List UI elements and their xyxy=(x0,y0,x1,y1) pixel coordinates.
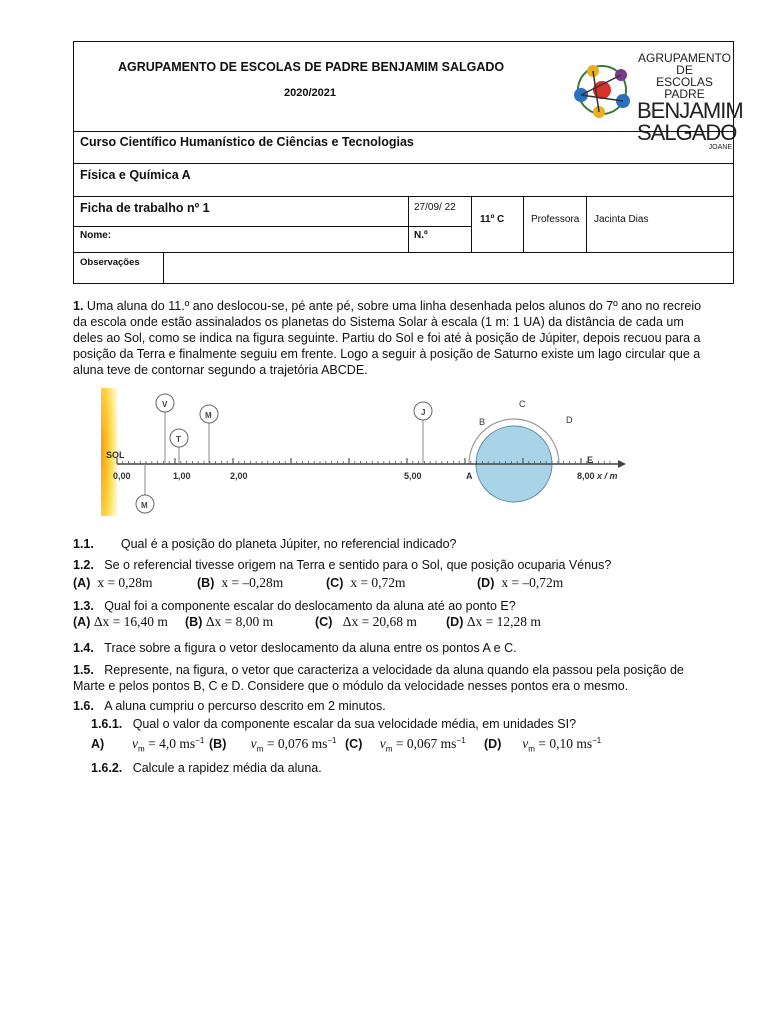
question-1-3 xyxy=(73,598,516,614)
option-label: (B) xyxy=(209,737,227,752)
option-d[interactable] xyxy=(446,614,541,630)
planet-label: M xyxy=(205,411,212,420)
solar-system-figure xyxy=(73,386,673,518)
class-name: 11º C xyxy=(480,214,505,225)
question-text: Uma aluna do 11.º ano deslocou-se, pé ante pé, sobre uma linha desenhada pelos alunos do 7º ano no recreio da escola onde estão assinalados os planetas do Sistema Solar à escala (1 m: 1 UA) da distância de cada um deles ao Sol, como se indica na figura seguinte. Partiu do Sol e foi até à posição de Júpiter, depois recuou para a posição da Terra e finalmente seguiu em frente. Logo a seguir à posição de Saturno existe um lago circular que a aluna teve de contornar segundo a trajetória ABCDE. xyxy=(73,299,702,377)
divider xyxy=(471,196,472,252)
option-value: x = 0,28m xyxy=(97,575,153,590)
question-text: Qual é a posição do planeta Júpiter, no referencial indicado? xyxy=(120,537,457,551)
school-logo xyxy=(567,50,743,151)
question-1-5 xyxy=(73,662,713,694)
divider xyxy=(523,196,524,252)
option-value: = 4,0 ms xyxy=(148,736,196,752)
option-label: A) xyxy=(91,737,105,752)
option-a[interactable] xyxy=(73,614,168,630)
question-1-4 xyxy=(73,640,517,656)
point-label-b: B xyxy=(479,417,486,427)
divider xyxy=(74,252,733,253)
teacher-label: Professora xyxy=(531,214,580,225)
worksheet-date: 27/09/ 22 xyxy=(414,202,456,213)
subject-name: Física e Química A xyxy=(80,168,191,182)
option-var: v xyxy=(522,736,529,752)
option-value: = 0,067 ms xyxy=(395,736,457,752)
option-var: v xyxy=(379,736,386,752)
option-label: (D) xyxy=(484,737,502,752)
point-label-d: D xyxy=(566,415,573,425)
option-var-sub: m xyxy=(256,744,264,754)
divider xyxy=(74,196,733,197)
question-number: 1.6.1. xyxy=(91,717,123,731)
option-sup: −1 xyxy=(456,736,466,745)
tick-label: 1,00 xyxy=(173,471,191,481)
question-number: 1.6.2. xyxy=(91,761,123,775)
divider xyxy=(408,196,409,252)
question-number: 1.2. xyxy=(73,558,94,572)
question-1-6 xyxy=(73,698,386,714)
option-c[interactable] xyxy=(315,614,417,630)
option-b[interactable] xyxy=(197,575,283,591)
option-value: x = 0,72m xyxy=(350,575,406,590)
axis-unit: x / m xyxy=(597,471,618,481)
question-text: A aluna cumpriu o percurso descrito em 2 minutos. xyxy=(104,699,386,713)
question-number: 1.3. xyxy=(73,599,94,613)
option-value: Δx = 16,40 m xyxy=(93,614,168,629)
question-1-6-1 xyxy=(91,716,576,732)
point-label-e: E xyxy=(587,455,594,465)
logo-text xyxy=(637,51,743,151)
option-label: (A) xyxy=(73,615,91,629)
planet-label: M xyxy=(141,501,148,510)
option-var-sub: m xyxy=(385,744,393,754)
option-c[interactable] xyxy=(345,736,466,754)
option-label: (B) xyxy=(185,615,203,629)
question-text: Trace sobre a figura o vetor deslocamento da aluna entre os pontos A e C. xyxy=(104,641,517,655)
divider xyxy=(74,131,733,132)
logo-line5: JOANE xyxy=(708,144,732,151)
logo-emblem-icon xyxy=(567,55,637,125)
question-text: Qual foi a componente escalar do deslocamento da aluna até ao ponto E? xyxy=(104,599,516,613)
logo-line1: AGRUPAMENTO DE xyxy=(638,51,731,77)
option-label: (D) xyxy=(477,576,495,590)
school-name: AGRUPAMENTO DE ESCOLAS DE PADRE BENJAMIM SALGADO xyxy=(118,60,505,74)
tick-label: 2,00 xyxy=(230,471,248,481)
planet-label: V xyxy=(162,400,168,409)
point-label-a: A xyxy=(466,471,473,481)
divider xyxy=(74,163,733,164)
divider xyxy=(74,226,471,227)
question-1 xyxy=(73,298,705,378)
option-var-sub: m xyxy=(138,744,145,754)
name-label: Nome: xyxy=(80,230,112,241)
planet-label: J xyxy=(421,408,426,417)
option-label: (C) xyxy=(326,576,344,590)
option-sup: −1 xyxy=(327,736,337,745)
tick-label: 0,00 xyxy=(113,471,131,481)
observations-label: Observações xyxy=(80,257,140,268)
option-b[interactable] xyxy=(209,736,336,754)
course-name: Curso Científico Humanístico de Ciências e Tecnologias xyxy=(80,135,414,149)
question-number: 1.1. xyxy=(73,537,94,551)
tick-label: 5,00 xyxy=(404,471,422,481)
school-year: 2020/2021 xyxy=(284,87,336,99)
worksheet-title: Ficha de trabalho nº 1 xyxy=(80,201,210,215)
option-var: v xyxy=(132,736,138,752)
option-var-sub: m xyxy=(528,744,535,754)
option-value: x = –0,28m xyxy=(221,575,284,590)
planet-label: T xyxy=(176,435,181,444)
divider xyxy=(586,196,587,252)
option-a[interactable] xyxy=(73,575,153,591)
option-d[interactable] xyxy=(477,575,563,591)
question-number: 1.5. xyxy=(73,663,94,677)
option-label: (A) xyxy=(73,576,91,590)
tick-label: 8,00 xyxy=(577,471,595,481)
sun-label: SOL xyxy=(106,450,125,460)
option-b[interactable] xyxy=(185,614,273,630)
axis-arrow-icon xyxy=(618,460,626,468)
header-table xyxy=(73,41,743,284)
option-label: (C) xyxy=(315,615,333,629)
question-number: 1. xyxy=(73,299,84,313)
option-sup: −1 xyxy=(592,736,602,745)
logo-line4: SALGADO xyxy=(637,120,737,145)
option-value: Δx = 12,28 m xyxy=(466,614,541,629)
option-label: (D) xyxy=(446,615,464,629)
option-c[interactable] xyxy=(326,575,406,591)
question-text: Qual o valor da componente escalar da sua velocidade média, em unidades SI? xyxy=(132,717,577,731)
question-1-6-2 xyxy=(91,760,322,776)
option-value: Δx = 8,00 m xyxy=(205,614,274,629)
option-value: = 0,076 ms xyxy=(266,736,328,752)
question-1-1 xyxy=(73,536,457,552)
logo-line2: ESCOLAS PADRE xyxy=(656,75,713,101)
question-text: Calcule a rapidez média da aluna. xyxy=(132,761,322,775)
option-d[interactable] xyxy=(484,736,601,754)
question-text: Represente, na figura, o vetor que caracteriza a velocidade da aluna quando ela passou pela posição de Marte e pelos pontos B, C e D. Considere que o módulo da velocidade nesses pontos era o mesmo. xyxy=(73,663,684,693)
number-label: N.º xyxy=(414,230,428,241)
option-a[interactable] xyxy=(91,736,204,754)
question-number: 1.4. xyxy=(73,641,94,655)
question-text: Se o referencial tivesse origem na Terra e sentido para o Sol, que posição ocuparia Vénus? xyxy=(104,558,612,572)
teacher-name: Jacinta Dias xyxy=(594,214,649,225)
option-label: (C) xyxy=(345,737,363,752)
option-value: = 0,10 ms xyxy=(538,736,593,752)
question-number: 1.6. xyxy=(73,699,94,713)
question-1-2 xyxy=(73,557,611,573)
option-sup: −1 xyxy=(195,736,205,745)
option-value: Δx = 20,68 m xyxy=(342,614,417,629)
option-value: x = –0,72m xyxy=(501,575,564,590)
point-label-c: C xyxy=(519,399,526,409)
option-var: v xyxy=(250,736,257,752)
divider xyxy=(163,252,164,283)
logo-line3: BENJAMIM xyxy=(637,98,743,123)
option-label: (B) xyxy=(197,576,215,590)
